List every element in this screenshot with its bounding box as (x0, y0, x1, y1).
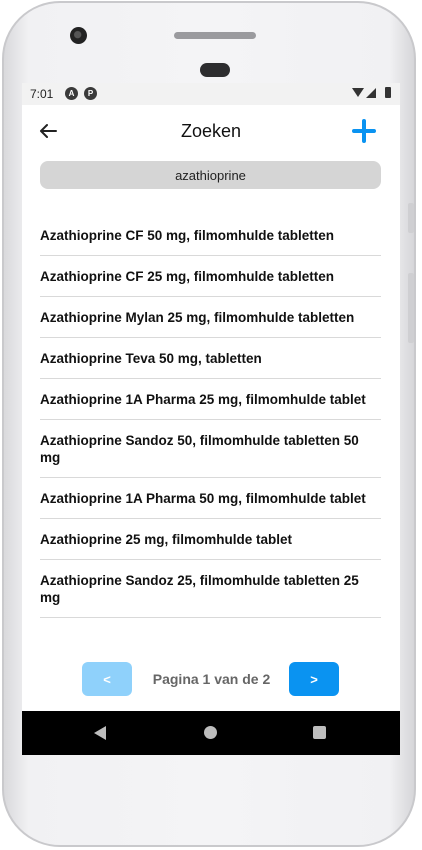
status-time: 7:01 (30, 87, 54, 101)
wifi-icon (352, 88, 364, 97)
plus-icon (352, 119, 376, 143)
result-list (40, 215, 381, 618)
result-item[interactable]: Azathioprine Sandoz 50, filmomhulde tabletten 50 mg (40, 420, 381, 478)
notification-p-icon: P (84, 87, 97, 100)
nav-recents-icon[interactable] (313, 726, 326, 739)
status-bar (22, 83, 400, 105)
add-button[interactable] (352, 119, 376, 143)
result-item[interactable]: Azathioprine 1A Pharma 25 mg, filmomhulde tablet (40, 379, 381, 420)
power-button (408, 203, 414, 233)
result-item[interactable]: Azathioprine CF 50 mg, filmomhulde tabletten (40, 215, 381, 256)
signal-icon (366, 88, 376, 98)
earpiece-speaker (174, 32, 256, 39)
app-screen (22, 83, 400, 755)
result-item[interactable]: Azathioprine Sandoz 25, filmomhulde tabletten 25 mg (40, 560, 381, 618)
front-camera (70, 27, 87, 44)
next-page-button[interactable]: > (289, 662, 339, 696)
page-indicator: Pagina 1 van de 2 (152, 671, 271, 687)
result-item[interactable]: Azathioprine Mylan 25 mg, filmomhulde tabletten (40, 297, 381, 338)
pagination (22, 661, 400, 697)
result-item[interactable]: Azathioprine CF 25 mg, filmomhulde tabletten (40, 256, 381, 297)
nav-home-icon[interactable] (204, 726, 217, 739)
result-item[interactable]: Azathioprine 1A Pharma 50 mg, filmomhulde tablet (40, 478, 381, 519)
result-item[interactable]: Azathioprine Teva 50 mg, tabletten (40, 338, 381, 379)
sensor (200, 63, 230, 77)
notification-a-icon: A (65, 87, 78, 100)
battery-icon (385, 87, 391, 98)
app-bar (22, 105, 400, 159)
page-title: Zoeken (180, 121, 242, 141)
previous-page-button[interactable]: < (82, 662, 132, 696)
volume-button (408, 273, 414, 343)
result-item[interactable]: Azathioprine 25 mg, filmomhulde tablet (40, 519, 381, 560)
system-nav-bar (22, 711, 400, 755)
search-input[interactable] (40, 161, 381, 189)
nav-back-icon[interactable] (94, 726, 106, 740)
